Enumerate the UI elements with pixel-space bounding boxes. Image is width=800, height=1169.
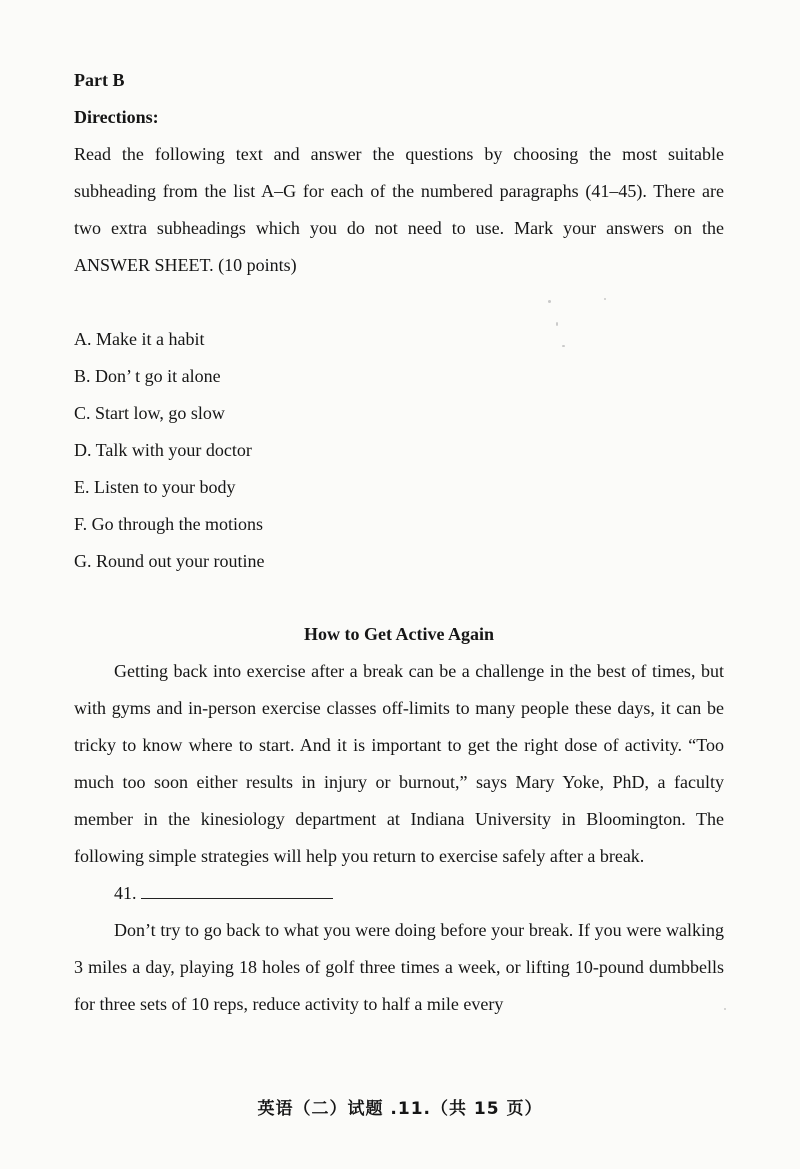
- article: [74, 616, 724, 1023]
- article-paragraph-2: Don’t try to go back to what you were doing before your break. If you were walking 3 miles a day, playing 18 holes of golf three times a week, or lifting 10-pound dumbbells for three sets of 10 reps, reduce activity to half a mile every: [74, 920, 724, 1014]
- option-e: E. Listen to your body: [74, 477, 236, 497]
- option-d: D. Talk with your doctor: [74, 440, 252, 460]
- option-f: F. Go through the motions: [74, 514, 264, 534]
- scan-speck: [556, 322, 558, 326]
- article-title: How to Get Active Again: [304, 624, 494, 644]
- option-b: B. Don’ t go it alone: [74, 366, 221, 386]
- question-41-row: [74, 875, 724, 912]
- article-paragraph-1: Getting back into exercise after a break can be a challenge in the best of times, but with gyms and in-person exercise classes off-limits to many people these days, it can be tricky to know where to start. And it is important to get the right dose of activity. “Too much too soon either results in injury or burnout,” says Mary Yoke, PhD, a faculty member in the kinesiology department at Indiana University in Bloomington. The following simple strategies will help you return to exercise safely after a break.: [74, 661, 724, 866]
- page-footer: 英语（二）试题 .11.（共 15 页）: [257, 1099, 543, 1119]
- scan-speck: [562, 345, 565, 347]
- answer-blank-41: [141, 876, 333, 899]
- option-c: C. Start low, go slow: [74, 403, 225, 423]
- option-g: G. Round out your routine: [74, 551, 265, 571]
- part-heading-block: [74, 62, 724, 284]
- scan-speck: [548, 300, 551, 303]
- options-list: [74, 321, 724, 580]
- option-a: A. Make it a habit: [74, 329, 205, 349]
- directions-text: Read the following text and answer the questions by choosing the most suitable subheading from the list A–G for each of the numbered paragraphs (41–45). There are two extra subheadings which you do not need to use. Mark your answers on the ANSWER SHEET. (10 points): [74, 144, 724, 275]
- subheading-options: [74, 321, 724, 580]
- scan-speck: [724, 1008, 726, 1010]
- question-41-number: 41.: [114, 883, 137, 903]
- directions-label: Directions:: [74, 107, 159, 127]
- part-heading: Part B: [74, 70, 125, 90]
- scan-speck: [604, 298, 606, 300]
